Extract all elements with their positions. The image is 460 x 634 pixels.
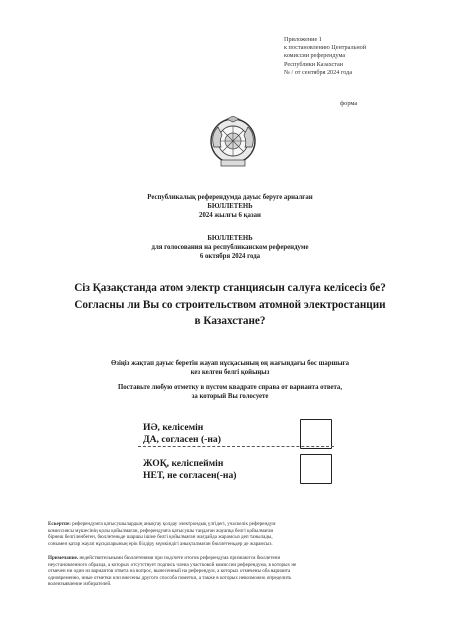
appendix-line: № / от сентября 2024 года xyxy=(284,68,353,76)
ballot-header-kz xyxy=(0,194,460,220)
appendix-line: Приложение 1 xyxy=(284,36,322,43)
appendix-line: к постановлению Центральной xyxy=(284,44,367,52)
question-kz: Сіз Қазақстанда атом электр станциясын салуға келісесіз бе? xyxy=(74,282,386,294)
instruction-ru-line: Поставьте любую отметку в пустом квадрате справа от варианта ответа, xyxy=(117,384,343,391)
question-ru xyxy=(0,298,460,329)
options-divider xyxy=(138,446,334,447)
note-ru xyxy=(48,555,412,588)
note-ru-line: неустановленного образца, а которых отсутствует подпись члена участковой комиссии референдума, в которых не xyxy=(48,561,297,568)
instruction-kz xyxy=(0,359,460,377)
appendix-line: комиссии референдума xyxy=(284,52,346,60)
note-kz-label: Ескертпе: xyxy=(48,521,71,527)
appendix-reference xyxy=(284,36,452,77)
state-emblem-kazakhstan-icon xyxy=(208,116,258,168)
note-kz-line: сонымен қатар жауап нұсқаларының ерік білдіру мүмкіндігі анықталмаған бюллетеньдер де жарамсыз. xyxy=(48,540,273,547)
instruction-ru-line: за который Вы голосуете xyxy=(191,393,269,400)
question-ru-line: в Казахстане? xyxy=(194,314,266,327)
header-ru-line: для голосования на республиканском референдуме xyxy=(151,243,309,251)
note-kz-line: бірнеш белгіленбеген, бюллетеньде шаршы ішіне белгі қойылмаған жағдайда жарамсыз деп танылады, xyxy=(48,534,273,540)
header-kz-date: 2024 жылғы 6 қазан xyxy=(199,211,261,219)
option-yes-checkbox[interactable] xyxy=(300,419,332,449)
instruction-kz-line: Өзіңіз жақтап дауыс беретін жауап нұсқасының оң жағындағы бос шаршыға xyxy=(110,360,350,367)
note-kz-text: референдумға қатысушылардың анықтау қолдау электрондық үлгідегі, учаскелік референдум xyxy=(72,521,276,527)
note-kz-line: комиссиясы мүшесінің қолы қойылмаған, референдумға қатысушы таңдаған жауапқа белгі қойылмаған xyxy=(48,527,274,534)
note-kz xyxy=(48,521,412,547)
header-kz-title: БЮЛЛЕТЕНЬ xyxy=(207,202,253,210)
note-ru-line: волеизъявление избирателей. xyxy=(48,581,112,587)
note-ru-text: недействительными бюллетенями при подсчете итогов референдума признаются бюллетени xyxy=(79,555,281,561)
option-yes-kz: ИӘ, келісемін xyxy=(143,422,204,433)
header-kz-line: Республикалық референдумда дауыс беруге арналған xyxy=(147,194,313,201)
header-ru-title: БЮЛЛЕТЕНЬ xyxy=(207,235,253,242)
option-no-label xyxy=(143,458,236,482)
option-yes-label xyxy=(143,422,221,446)
option-no-ru: НЕТ, не согласен(-на) xyxy=(143,470,237,481)
instruction-ru xyxy=(0,383,460,401)
form-label: форма xyxy=(340,100,358,107)
option-yes-ru: ДА, согласен (-на) xyxy=(143,434,221,445)
header-ru-date: 6 октября 2024 года xyxy=(199,252,261,260)
option-no-kz: ЖОҚ, келіспеймін xyxy=(143,458,224,469)
note-ru-line: отмечен ни один из вариантов ответа на вопрос, вынесенный на референдум, а которых отмечены оба варианта xyxy=(48,568,291,574)
option-no-checkbox[interactable] xyxy=(300,454,332,484)
instruction-kz-line: кез келген белгі қойыңыз xyxy=(190,369,270,376)
appendix-line: Республики Казахстан xyxy=(284,60,344,68)
note-ru-label: Примечание. xyxy=(48,555,79,561)
ballot-header-ru xyxy=(0,235,460,261)
question-ru-line: Согласны ли Вы со строительством атомной электростанции xyxy=(74,299,386,311)
note-ru-line: одновременно, иные отметки или внесены другого способа пометки, а также в которых невозможно определить xyxy=(48,574,292,581)
